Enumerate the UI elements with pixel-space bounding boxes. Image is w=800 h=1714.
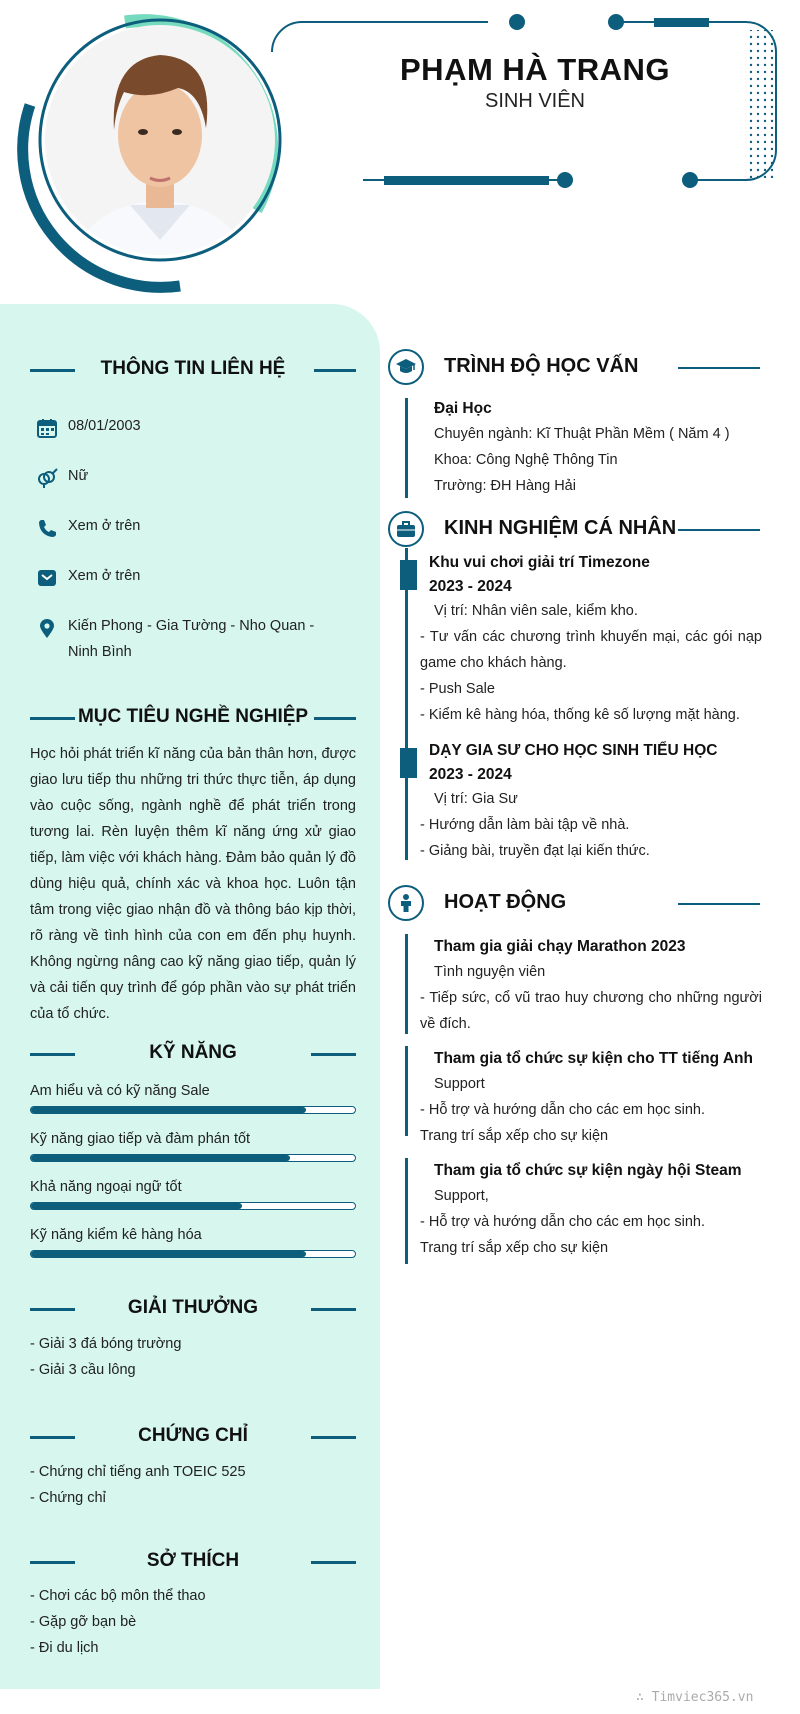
job-task: - Kiểm kê hàng hóa, thống kê số lượng mặt hàng. xyxy=(420,707,740,723)
watermark: ∴ Timviec365.vn xyxy=(636,1690,754,1705)
activity-role: Support, xyxy=(434,1188,489,1204)
award-item: - Giải 3 cầu lông xyxy=(30,1362,136,1378)
activity-detail: - Hỗ trợ và hướng dẫn cho các em học sinh. xyxy=(420,1102,706,1118)
candidate-role: SINH VIÊN xyxy=(484,90,586,112)
experience-title: KINH NGHIỆM CÁ NHÂN xyxy=(444,517,677,539)
activity-timeline-line xyxy=(405,934,408,1034)
activity-role: Tình nguyện viên xyxy=(434,964,546,980)
hobbies-title: SỞ THÍCH xyxy=(146,1550,240,1571)
education-faculty: Khoa: Công Nghệ Thông Tin xyxy=(434,452,618,468)
job-task: - Giảng bài, truyền đạt lại kiến thức. xyxy=(420,843,650,859)
phone-value: Xem ở trên xyxy=(68,518,141,534)
skill-label: Kỹ năng giao tiếp và đàm phán tốt xyxy=(30,1131,251,1147)
skills-title: KỸ NĂNG xyxy=(149,1042,237,1063)
gender-icon xyxy=(36,467,58,489)
job-period: 2023 - 2024 xyxy=(429,578,512,595)
certificates-title: CHỨNG CHỈ xyxy=(138,1425,248,1446)
job-marker xyxy=(400,748,417,778)
job-company: Khu vui chơi giải trí Timezone xyxy=(429,554,650,571)
activity-name: Tham gia tổ chức sự kiện ngày hội Steam xyxy=(434,1162,742,1179)
location-pin-icon xyxy=(36,617,58,639)
calendar-icon xyxy=(36,417,58,439)
award-item: - Giải 3 đá bóng trường xyxy=(30,1336,182,1352)
job-task: - Hướng dẫn làm bài tập về nhà. xyxy=(420,817,630,833)
job-company: DẠY GIA SƯ CHO HỌC SINH TIỂU HỌC xyxy=(429,742,718,759)
skill-bar xyxy=(30,1250,356,1258)
contact-title: THÔNG TIN LIÊN HỆ xyxy=(100,358,286,379)
activity-detail: Trang trí sắp xếp cho sự kiện xyxy=(420,1128,609,1144)
skill-bar xyxy=(30,1106,356,1114)
activity-detail: Trang trí sắp xếp cho sự kiện xyxy=(420,1240,609,1256)
certificate-item: - Chứng chỉ xyxy=(30,1490,106,1506)
skill-label: Kỹ năng kiểm kê hàng hóa xyxy=(30,1227,202,1243)
activity-timeline-line xyxy=(405,1046,408,1136)
skills-section-header xyxy=(30,1039,356,1069)
objective-title: MỤC TIÊU NGHỀ NGHIỆP xyxy=(77,706,309,727)
activity-name: Tham gia giải chạy Marathon 2023 xyxy=(434,938,686,955)
job-position: Vị trí: Gia Sư xyxy=(434,791,518,807)
email-value: Xem ở trên xyxy=(68,568,141,584)
awards-title: GIẢI THƯỞNG xyxy=(127,1297,259,1318)
objective-text: Học hỏi phát triển kĩ năng của bản thân hơn, được giao lưu tiếp thu những tri thức thực tiễn, áp dụng vào cuộc sống, ngành nghề để phát triển trong tương lai. Rèn luyện thêm kĩ năng ứng xử giao tiếp, làm việc với khách hàng. Đảm bảo quản lý đồ dùng hiệu quả, chính xác và khoa học. Luôn tận tâm trong việc giao nhận đồ và thông báo kịp thời, rõ ràng về tình hình của con em đến phụ huynh. Không ngừng nâng cao kỹ năng giao tiếp, quản lý và cải tiến quy trình để góp phần vào sự phát triển của tổ chức. xyxy=(30,746,356,1022)
skill-label: Am hiểu và có kỹ năng Sale xyxy=(30,1083,210,1099)
activity-timeline-line xyxy=(405,1158,408,1264)
header-decoration xyxy=(0,0,800,300)
phone-icon xyxy=(36,517,58,539)
skill-bar xyxy=(30,1154,356,1162)
hobby-item: - Đi du lịch xyxy=(30,1640,99,1656)
activities-title: HOẠT ĐỘNG xyxy=(444,891,567,913)
activities-section-header xyxy=(388,885,760,925)
address-value: Kiến Phong - Gia Tường - Nho Quan - Ninh Bình xyxy=(68,618,315,660)
graduation-cap-icon xyxy=(388,349,424,385)
job-period: 2023 - 2024 xyxy=(429,766,512,783)
activity-detail: - Hỗ trợ và hướng dẫn cho các em học sinh. xyxy=(420,1214,706,1230)
objective-section-header xyxy=(30,703,356,733)
hobbies-section-header xyxy=(30,1547,356,1577)
hobby-item: - Gặp gỡ bạn bè xyxy=(30,1614,137,1630)
birthday-value: 08/01/2003 xyxy=(68,418,141,434)
activity-role: Support xyxy=(434,1076,485,1092)
gender-value: Nữ xyxy=(68,468,89,484)
experience-section-header xyxy=(388,511,760,551)
job-task: - Tư vấn các chương trình khuyến mại, các gói nạp game cho khách hàng. xyxy=(420,629,762,671)
certificates-section-header xyxy=(30,1422,356,1452)
awards-section-header xyxy=(30,1294,356,1324)
person-icon xyxy=(388,885,424,921)
job-marker xyxy=(400,560,417,590)
education-section-header xyxy=(388,349,760,389)
job-task: - Push Sale xyxy=(420,681,495,697)
education-timeline-line xyxy=(405,398,408,498)
education-school: Trường: ĐH Hàng Hải xyxy=(434,478,576,494)
skill-label: Khả năng ngoại ngữ tốt xyxy=(30,1179,182,1195)
hobby-item: - Chơi các bộ môn thể thao xyxy=(30,1588,206,1604)
education-degree: Đại Học xyxy=(434,400,492,417)
education-major: Chuyên ngành: Kĩ Thuật Phần Mềm ( Năm 4 ) xyxy=(434,426,730,442)
briefcase-icon xyxy=(388,511,424,547)
skill-bar xyxy=(30,1202,356,1210)
candidate-name: PHẠM HÀ TRANG xyxy=(400,52,670,87)
certificate-item: - Chứng chỉ tiếng anh TOEIC 525 xyxy=(30,1464,246,1480)
contact-section-header xyxy=(30,355,356,385)
job-position: Vị trí: Nhân viên sale, kiểm kho. xyxy=(434,603,638,619)
email-icon xyxy=(36,567,58,589)
experience-timeline-line xyxy=(405,548,408,860)
activity-detail: - Tiếp sức, cổ vũ trao huy chương cho những người về đích. xyxy=(420,990,762,1032)
activity-name: Tham gia tổ chức sự kiện cho TT tiếng Anh xyxy=(434,1050,753,1067)
education-title: TRÌNH ĐỘ HỌC VẤN xyxy=(444,355,639,377)
